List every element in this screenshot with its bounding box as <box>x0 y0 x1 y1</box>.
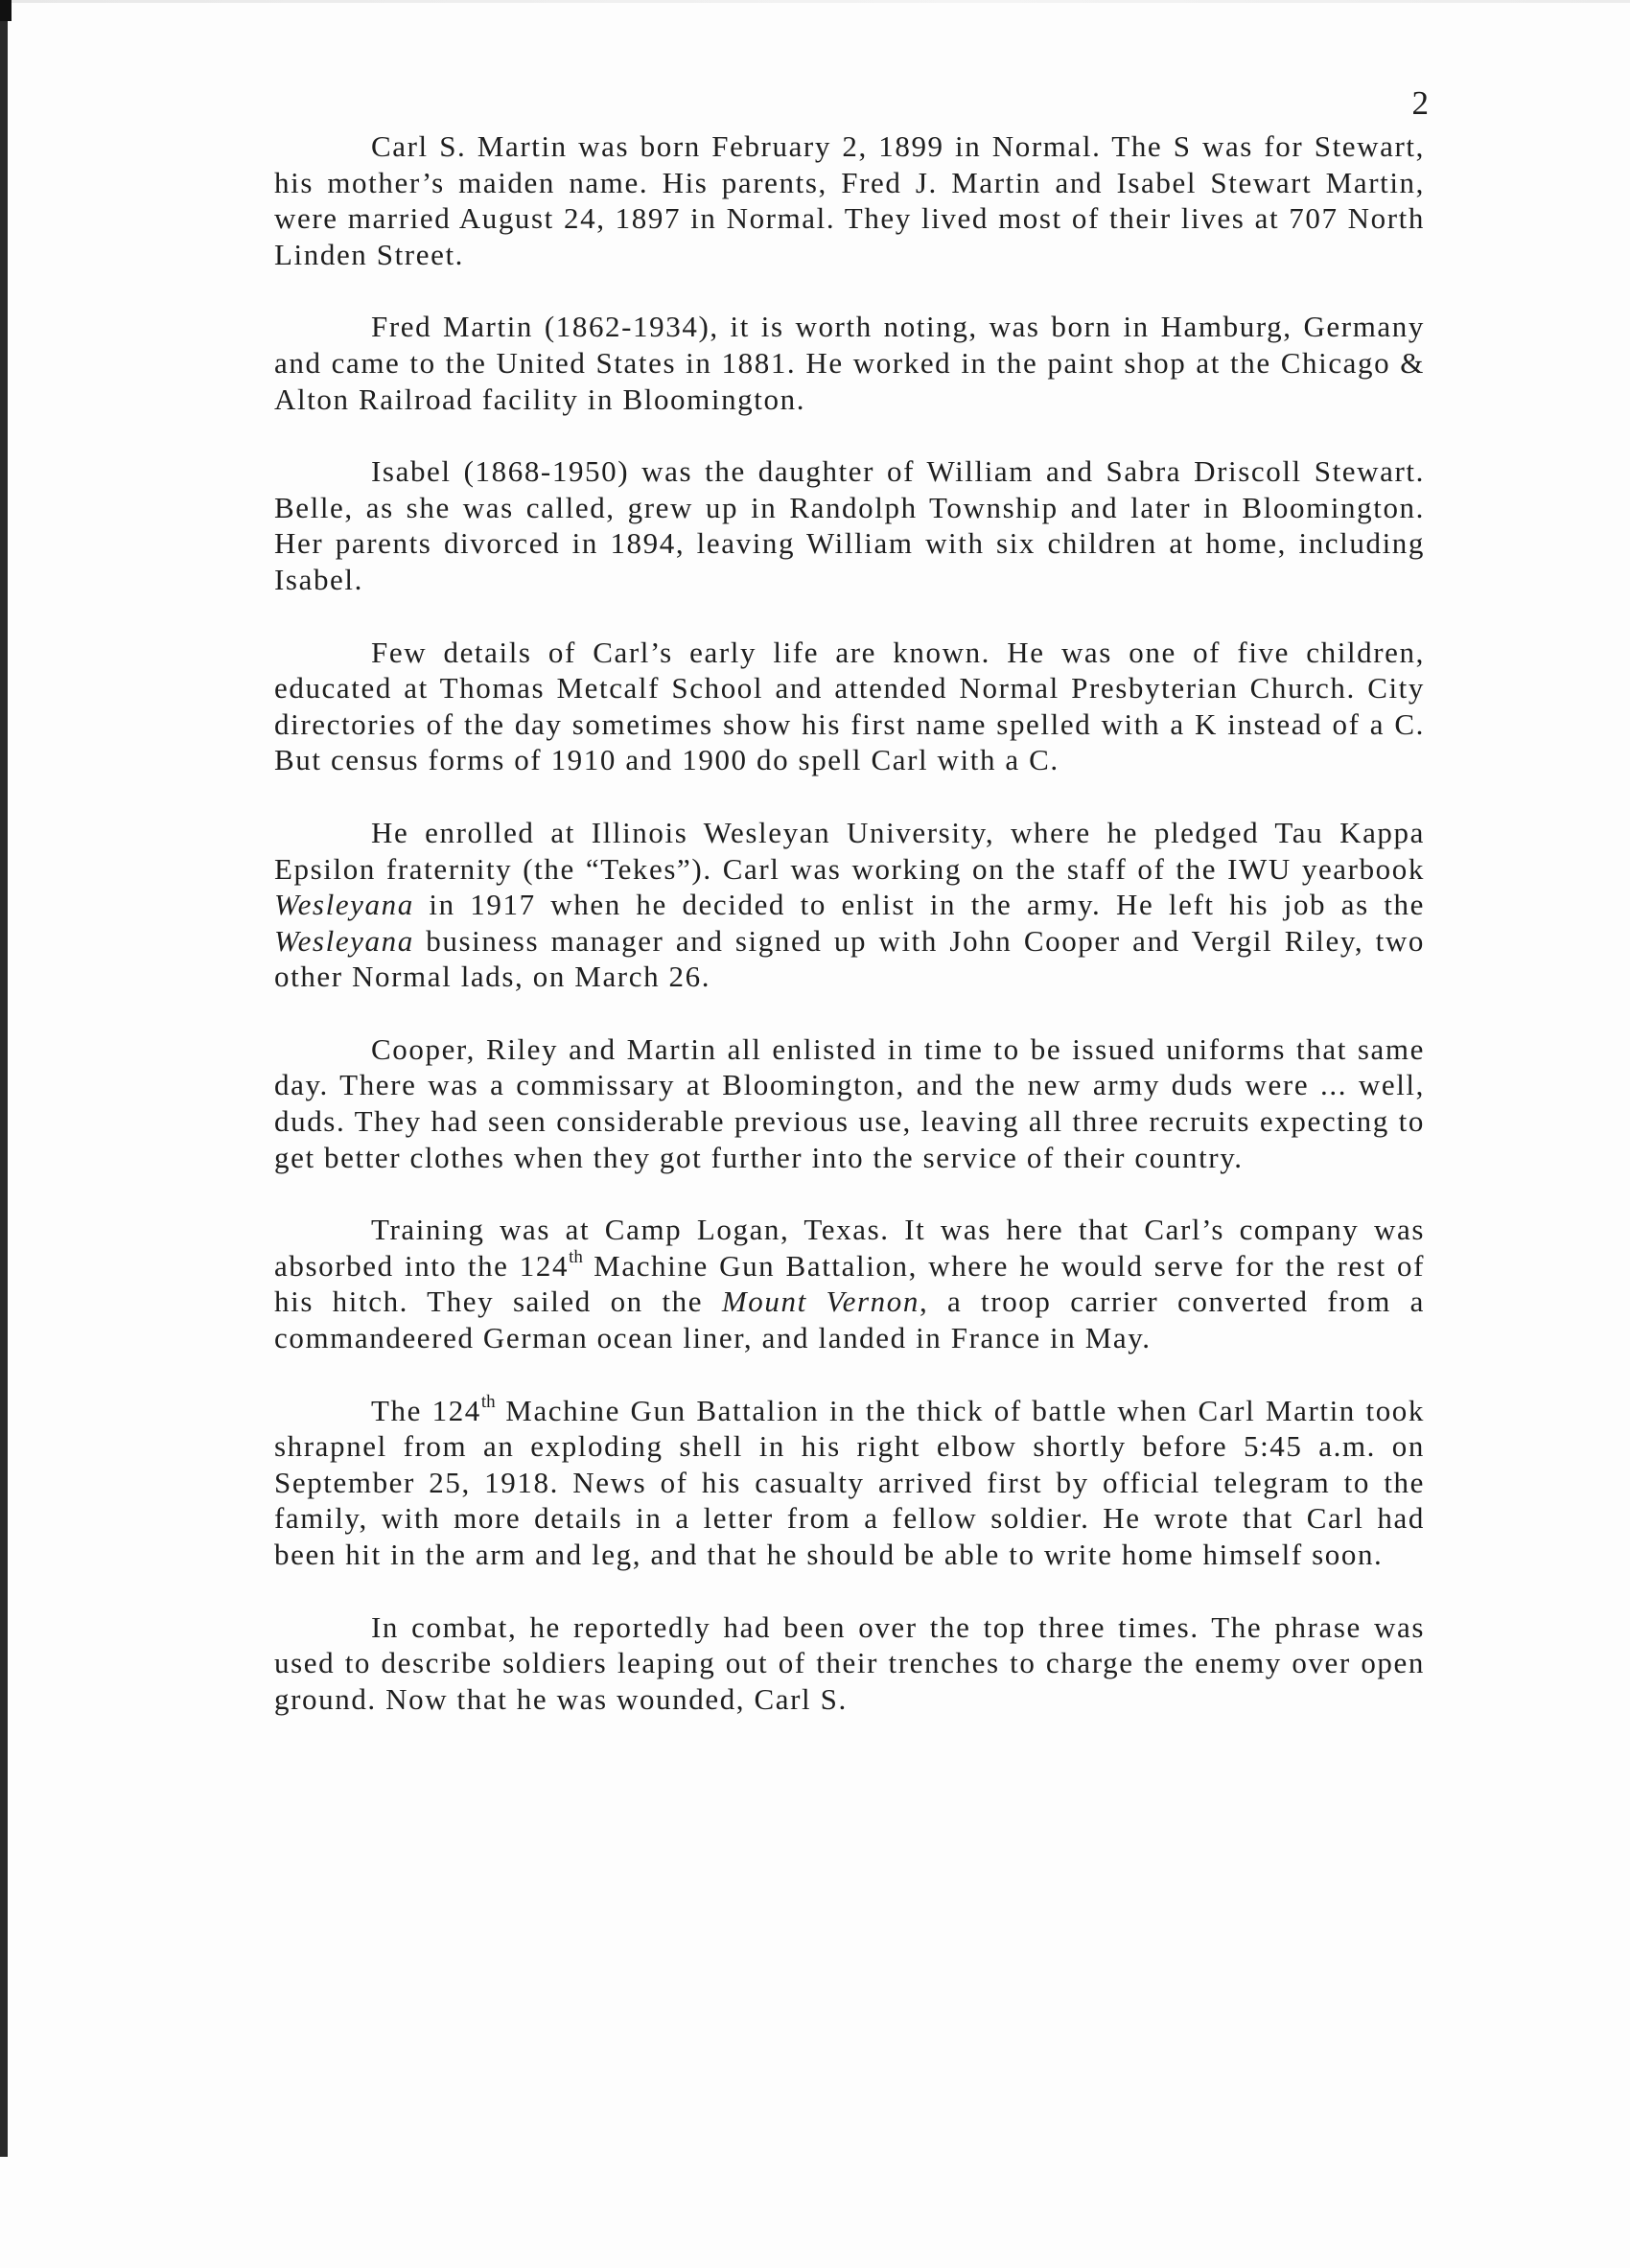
ship-name: Mount Vernon <box>721 1284 920 1319</box>
page-number: 2 <box>1411 84 1429 122</box>
scan-edge-corner <box>0 0 12 21</box>
paragraph-enrollment <box>274 815 1425 995</box>
text-run: He enrolled at Illinois Wesleyan University, where he pledged Tau Kappa Epsilon fraternity (the “Tekes”). Carl was working on the staff of the IWU yearbook <box>274 815 1425 886</box>
text-run: Machine Gun Battalion, where he would serve for the rest of his hitch. They sailed on the <box>274 1248 1426 1319</box>
paragraph-combat: In combat, he reportedly had been over the top three times. The phrase was used to describe soldiers leaping out of their trenches to charge the enemy over open ground. Now that he was wounded, Carl S. <box>274 1609 1425 1716</box>
text-run: Training was at Camp Logan, Texas. It was here that Carl’s company was absorbed into the 124 <box>274 1213 1425 1283</box>
yearbook-title: Wesleyana <box>274 923 414 958</box>
text-run: business manager and signed up with John Cooper and Vergil Riley, two other Normal lads, on March 26. <box>274 923 1425 994</box>
paragraph-father: Fred Martin (1862-1934), it is worth noting, was born in Hamburg, Germany and came to the United States in 1881. He worked in the paint shop at the Chicago & Alton Railroad facility in Bloomington. <box>274 310 1425 416</box>
paragraph-uniforms: Cooper, Riley and Martin all enlisted in time to be issued uniforms that same day. There was a commissary at Bloomington, and the new army duds were ... well, duds. They had seen considerable previous use, leaving all three recruits expecting to get better clothes when they got further into the service of their country. <box>274 1031 1425 1174</box>
scan-edge-top <box>0 0 1630 3</box>
text-run: , a troop carrier converted from a commandeered German ocean liner, and landed in France in May. <box>274 1284 1425 1355</box>
text-run: The 124 <box>371 1393 481 1427</box>
text-run: in 1917 when he decided to enlist in the army. He left his job as the <box>413 888 1425 922</box>
paragraph-wounded <box>274 1393 1425 1573</box>
ordinal-suffix: th <box>480 1391 496 1412</box>
scan-edge-left <box>0 0 8 2157</box>
article-body <box>274 128 1425 1717</box>
ordinal-suffix: th <box>569 1246 583 1267</box>
paragraph-training <box>274 1212 1425 1355</box>
yearbook-title: Wesleyana <box>274 888 414 922</box>
paragraph-early-life: Few details of Carl’s early life are known. He was one of five children, educated at Thomas Metcalf School and attended Normal Presbyterian Church. City directories of the day sometimes show his first name spelled with a K instead of a C. But census forms of 1910 and 1900 do spell Carl with a C. <box>274 635 1425 777</box>
text-run: Machine Gun Battalion in the thick of battle when Carl Martin took shrapnel from an exploding shell in his right elbow shortly before 5:45 a.m. on September 25, 1918. News of his casualty arrived first by official telegram to the family, with more details in a letter from a fellow soldier. He wrote that Carl had been hit in the arm and leg, and that he should be able to write home himself soon. <box>274 1393 1425 1571</box>
paragraph-birth: Carl S. Martin was born February 2, 1899 in Normal. The S was for Stewart, his mother’s maiden name. His parents, Fred J. Martin and Isabel Stewart Martin, were married August 24, 1897 in Normal. They lived most of their lives at 707 North Linden Street. <box>274 129 1425 271</box>
paragraph-mother: Isabel (1868-1950) was the daughter of William and Sabra Driscoll Stewart. Belle, as she was called, grew up in Randolph Township and later in Bloomington. Her parents divorced in 1894, leaving William with six children at home, including Isabel. <box>274 454 1425 596</box>
